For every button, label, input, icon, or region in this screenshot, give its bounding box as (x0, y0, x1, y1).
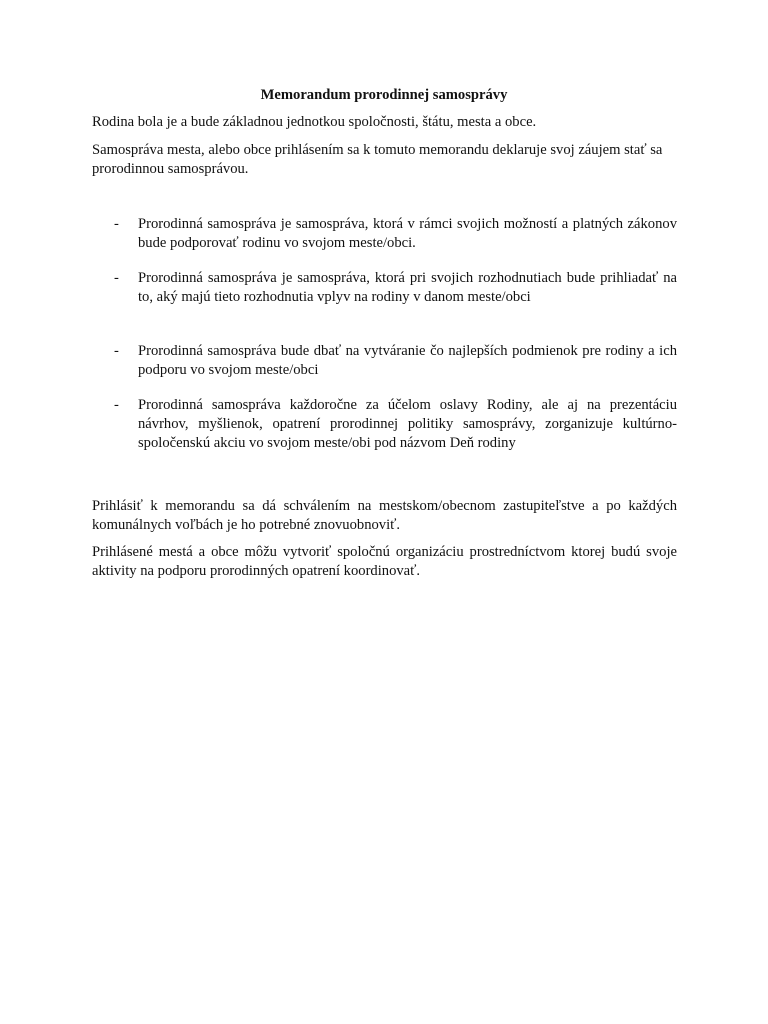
intro-paragraph-2: Samospráva mesta, alebo obce prihlásením sa k tomuto memorandu deklaruje svoj záujem stať sa prorodinnou samosprávou. (92, 142, 663, 177)
closing-paragraph-1: Prihlásiť k memorandu sa dá schválením na mestskom/obecnom zastupiteľstve a po každých komunálnych voľbách je ho potrebné znovuobnoviť. (92, 498, 677, 533)
bullet-text: Prorodinná samospráva je samospráva, ktorá v rámci svojich možností a platných zákonov bude podporovať rodinu vo svojom meste/obci. (138, 216, 677, 251)
bullet-dash: - (114, 216, 119, 232)
bullet-text: Prorodinná samospráva bude dbať na vytváranie čo najlepších podmienok pre rodiny a ich podporu vo svojom meste/obci (138, 343, 677, 378)
closing-paragraph-2: Prihlásené mestá a obce môžu vytvoriť spoločnú organizáciu prostredníctvom ktorej budú svoje aktivity na podporu prorodinných opatrení koordinovať. (92, 544, 677, 579)
bullet-dash: - (114, 397, 119, 413)
document-title: Memorandum prorodinnej samosprávy (260, 87, 508, 103)
bullet-dash: - (114, 270, 119, 286)
bullet-dash: - (114, 343, 119, 359)
bullet-text: Prorodinná samospráva je samospráva, ktorá pri svojich rozhodnutiach bude prihliadať na to, aký majú tieto rozhodnutia vplyv na rodiny v danom meste/obci (138, 270, 677, 305)
intro-paragraph-1: Rodina bola je a bude základnou jednotkou spoločnosti, štátu, mesta a obce. (92, 114, 537, 130)
bullet-text: Prorodinná samospráva každoročne za účelom oslavy Rodiny, ale aj na prezentáciu návrhov, myšlienok, opatrení prorodinnej politiky samosprávy, zorganizuje kultúrno-spoločenskú akciu vo svojom meste/obi pod názvom Deň rodiny (138, 397, 677, 451)
